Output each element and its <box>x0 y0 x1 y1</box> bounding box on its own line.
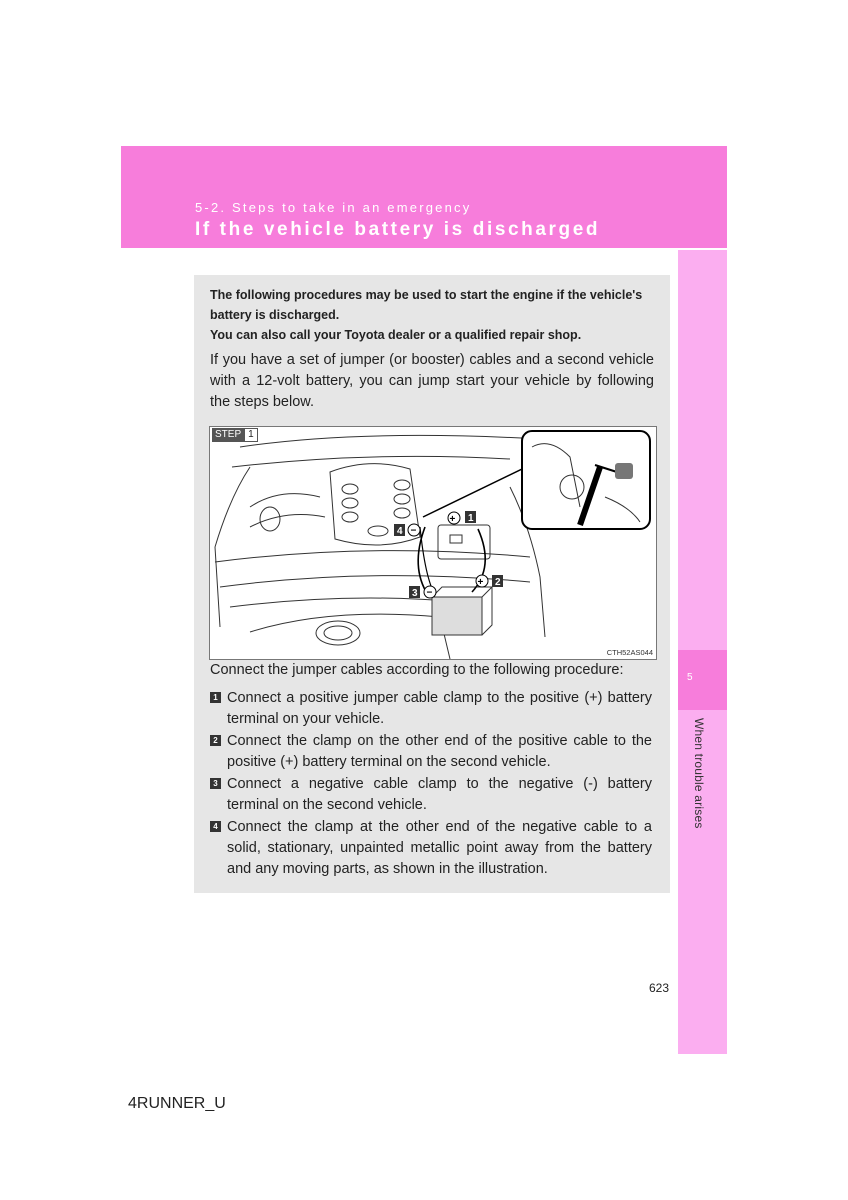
svg-text:−: − <box>426 587 433 599</box>
step-badge <box>212 428 258 442</box>
procedure-step <box>210 731 652 773</box>
procedure-steps <box>210 688 652 881</box>
chapter-label: When trouble arises <box>692 718 706 829</box>
svg-text:+: + <box>477 577 484 588</box>
intro-bold-line1: The following procedures may be used to start the engine if the vehicle's battery is discharged. <box>210 288 643 322</box>
procedure-step <box>210 774 652 816</box>
page-title: If the vehicle battery is discharged <box>195 219 601 240</box>
svg-text:+: + <box>449 514 456 525</box>
chapter-side-tab-active <box>678 650 727 710</box>
jump-start-illustration <box>209 426 657 660</box>
step-text: Connect a positive jumper cable clamp to the positive (+) battery terminal on your vehicle. <box>227 690 652 727</box>
intro-bold <box>210 285 654 345</box>
step-text: Connect a negative cable clamp to the negative (-) battery terminal on the second vehicle. <box>227 776 652 813</box>
figure-code: CTH52AS044 <box>606 648 653 657</box>
intro-bold-line2: You can also call your Toyota dealer or a qualified repair shop. <box>210 328 582 342</box>
engine-bay-drawing <box>210 427 656 659</box>
footer-model-code: 4RUNNER_U <box>128 1095 226 1112</box>
step-number-badge: 2 <box>210 735 221 746</box>
callout-2: 2 <box>495 577 501 588</box>
procedure-step <box>210 688 652 730</box>
page-number: 623 <box>649 981 670 995</box>
callout-3: 3 <box>412 588 418 599</box>
procedure-step <box>210 817 652 880</box>
callout-4: 4 <box>397 526 403 537</box>
procedure-intro: Connect the jumper cables according to the following procedure: <box>210 662 624 678</box>
section-label: 5-2. Steps to take in an emergency <box>195 200 472 215</box>
step-word: STEP <box>212 428 244 442</box>
step-text: Connect the clamp at the other end of the negative cable to a solid, stationary, unpainted metallic point away from the battery and any moving parts, as shown in the illustration. <box>227 819 652 877</box>
chapter-number: 5 <box>687 672 693 683</box>
callout-1: 1 <box>468 513 474 524</box>
step-number-badge: 4 <box>210 821 221 832</box>
step-text: Connect the clamp on the other end of the positive cable to the positive (+) battery terminal on the second vehicle. <box>227 733 652 770</box>
intro-paragraph: If you have a set of jumper (or booster) cables and a second vehicle with a 12-volt battery, you can jump start your vehicle by following the steps below. <box>210 352 654 410</box>
step-number-badge: 1 <box>210 692 221 703</box>
chapter-header <box>121 146 727 248</box>
step-number-badge: 3 <box>210 778 221 789</box>
step-number: 1 <box>244 428 258 442</box>
svg-text:−: − <box>410 525 417 537</box>
content-panel <box>194 275 670 893</box>
